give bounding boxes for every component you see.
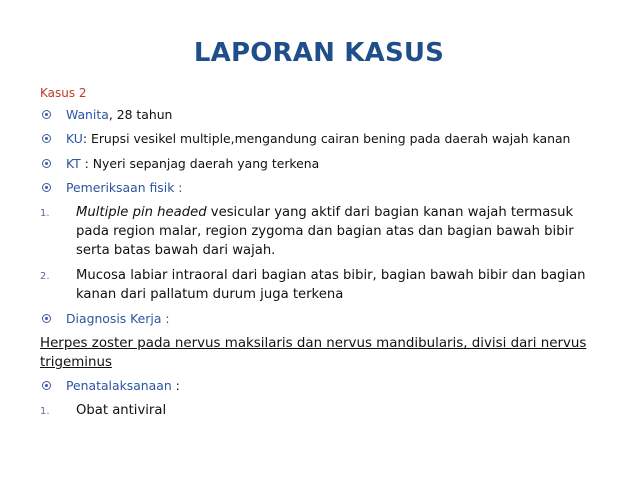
bullet-treatment [40, 377, 600, 395]
bullet-icon [42, 183, 51, 192]
exam-item-2 [40, 266, 600, 304]
bullet-label: Pemeriksaan fisik : [66, 179, 183, 195]
slide-content [40, 84, 600, 426]
bullet-text: : Erupsi vesikel multiple,mengandung cairan bening pada daerah wajah kanan [82, 131, 571, 147]
bullet-exam [40, 179, 600, 197]
bullet-label: Penatalaksanaan [66, 378, 172, 394]
bullet-text: : [171, 378, 180, 394]
bullet-gender-age [40, 106, 600, 124]
bullet-text: : Nyeri sepanjag daerah yang terkena [80, 155, 320, 171]
bullet-diagnosis [40, 310, 600, 328]
item-number: 2. [40, 271, 50, 283]
slide-title: LAPORAN KASUS [193, 38, 445, 68]
item-text: Mucosa labiar intraoral dari bagian atas bibir, bagian bawah bibir dan bagian kanan dari pallatum durum juga terkena [76, 268, 586, 303]
bullet-label: KT [66, 155, 81, 171]
bullet-icon [42, 314, 51, 323]
treatment-item-1 [40, 401, 600, 420]
diagnosis-text: Herpes zoster pada nervus maksilaris dan nervus mandibularis, divisi dari nervus trigeminus [40, 336, 587, 371]
bullet-ku [40, 130, 600, 148]
bullet-label: Diagnosis Kerja : [66, 311, 170, 327]
item-italic-text: Multiple pin headed [76, 205, 207, 221]
bullet-icon [42, 159, 51, 168]
item-text: Obat antiviral [76, 403, 167, 419]
bullet-text: , 28 tahun [108, 107, 173, 123]
bullet-label: Wanita [66, 107, 109, 123]
exam-item-1 [40, 203, 600, 260]
bullet-kt [40, 155, 600, 173]
bullet-icon [42, 134, 51, 143]
item-number: 1. [40, 406, 50, 418]
item-number: 1. [40, 208, 50, 220]
bullet-icon [42, 381, 51, 390]
case-label: Kasus 2 [40, 86, 87, 100]
item-text: vesicular yang aktif dari bagian kanan wajah termasuk pada region malar, region zygoma dan bagian atas dan bagian bawah bibir serta batas bawah dari wajah. [76, 205, 574, 259]
bullet-icon [42, 110, 51, 119]
bullet-label: KU [66, 131, 83, 147]
